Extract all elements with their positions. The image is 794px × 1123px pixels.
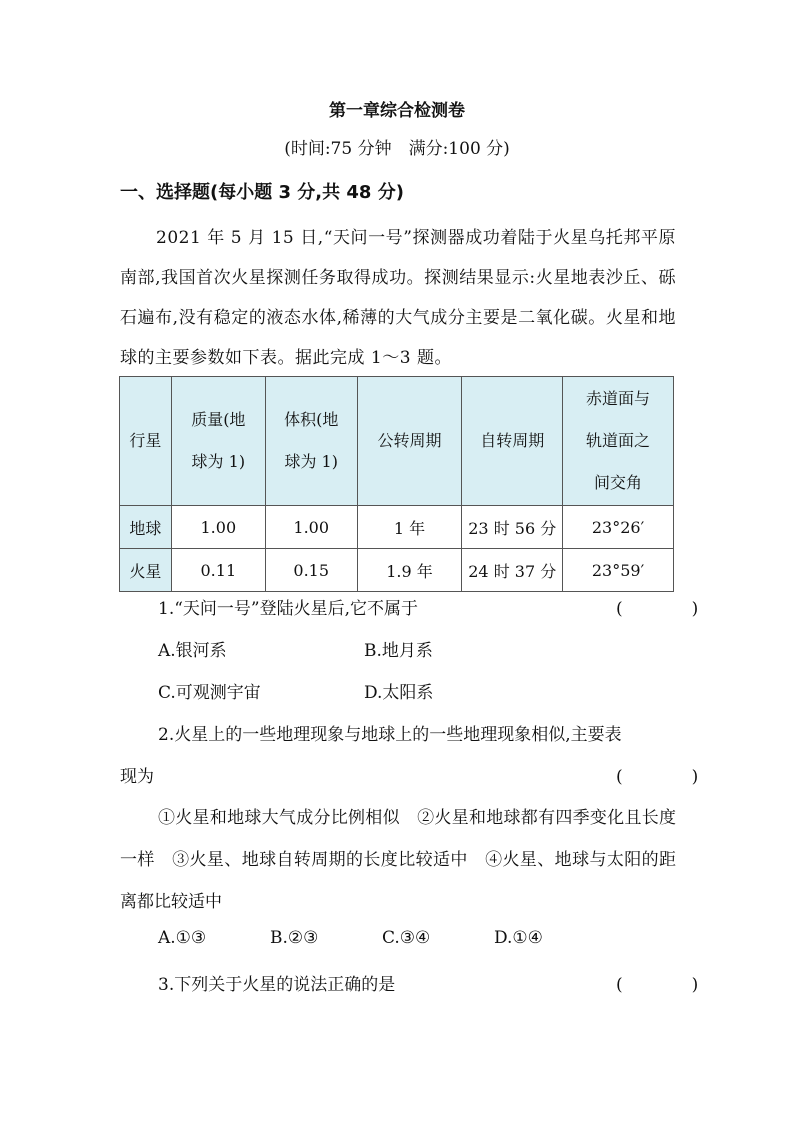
question-2-stem-continued: 现为 [120, 767, 154, 787]
question-1-option-a[interactable]: A.银河系 [158, 641, 227, 661]
question-2-stem: 2.火星上的一些地理现象与地球上的一些地理现象相似,主要表 [158, 725, 622, 745]
question-3-stem: 3.下列关于火星的说法正确的是 [158, 975, 396, 995]
table-cell: 0.11 [171, 549, 265, 592]
question-2-answer-blank[interactable]: ( ) [616, 767, 725, 787]
header-orbital-period: 公转周期 [357, 377, 462, 506]
table-row [120, 506, 674, 549]
header-axial-tilt: 赤道面与轨道面之间交角 [563, 377, 674, 506]
header-planet: 行星 [120, 377, 172, 506]
table-cell: 23 时 56 分 [462, 506, 563, 549]
table-header-row [120, 377, 674, 506]
table-cell: 1.00 [265, 506, 357, 549]
table-cell: 1.00 [171, 506, 265, 549]
question-1-option-c[interactable]: C.可观测宇宙 [158, 683, 261, 703]
question-1-option-d[interactable]: D.太阳系 [364, 683, 434, 703]
question-1-answer-blank[interactable]: ( ) [616, 599, 725, 619]
table-cell: 1.9 年 [357, 549, 462, 592]
table-cell: 23°59′ [563, 549, 674, 592]
question-2-option-c[interactable]: C.③④ [382, 928, 431, 948]
header-rotation-period: 自转周期 [462, 377, 563, 506]
question-1-option-b[interactable]: B.地月系 [364, 641, 433, 661]
table-cell: 地球 [120, 506, 172, 549]
exam-time-score: (时间:75 分钟 满分:100 分) [284, 139, 510, 159]
table-row [120, 549, 674, 592]
section-heading: 一、选择题(每小题 3 分,共 48 分) [120, 182, 404, 203]
header-volume: 体积(地球为 1) [265, 377, 357, 506]
table-cell: 24 时 37 分 [462, 549, 563, 592]
table-cell: 火星 [120, 549, 172, 592]
question-2-option-b[interactable]: B.②③ [270, 928, 319, 948]
page-title: 第一章综合检测卷 [329, 101, 465, 121]
reading-passage: 2021 年 5 月 15 日,“天问一号”探测器成功着陆于火星乌托邦平原南部,我国首次火星探测任务取得成功。探测结果显示:火星地表沙丘、砾石遍布,没有稳定的液态水体,稀薄的大气成分主要是二氧化碳。火星和地球的主要参数如下表。据此完成 1～3 题。 [120, 228, 676, 368]
question-2-option-a[interactable]: A.①③ [158, 928, 207, 948]
question-3-answer-blank[interactable]: ( ) [616, 975, 725, 995]
question-1-stem: 1.“天问一号”登陆火星后,它不属于 [158, 599, 419, 619]
planet-parameter-table [119, 376, 674, 592]
table-cell: 23°26′ [563, 506, 674, 549]
header-mass: 质量(地球为 1) [171, 377, 265, 506]
table-cell: 0.15 [265, 549, 357, 592]
table-cell: 1 年 [357, 506, 462, 549]
question-2-statements: ①火星和地球大气成分比例相似 ②火星和地球都有四季变化且长度一样 ③火星、地球自转周期的长度比较适中 ④火星、地球与太阳的距离都比较适中 [120, 808, 676, 912]
question-2-option-d[interactable]: D.①④ [494, 928, 543, 948]
